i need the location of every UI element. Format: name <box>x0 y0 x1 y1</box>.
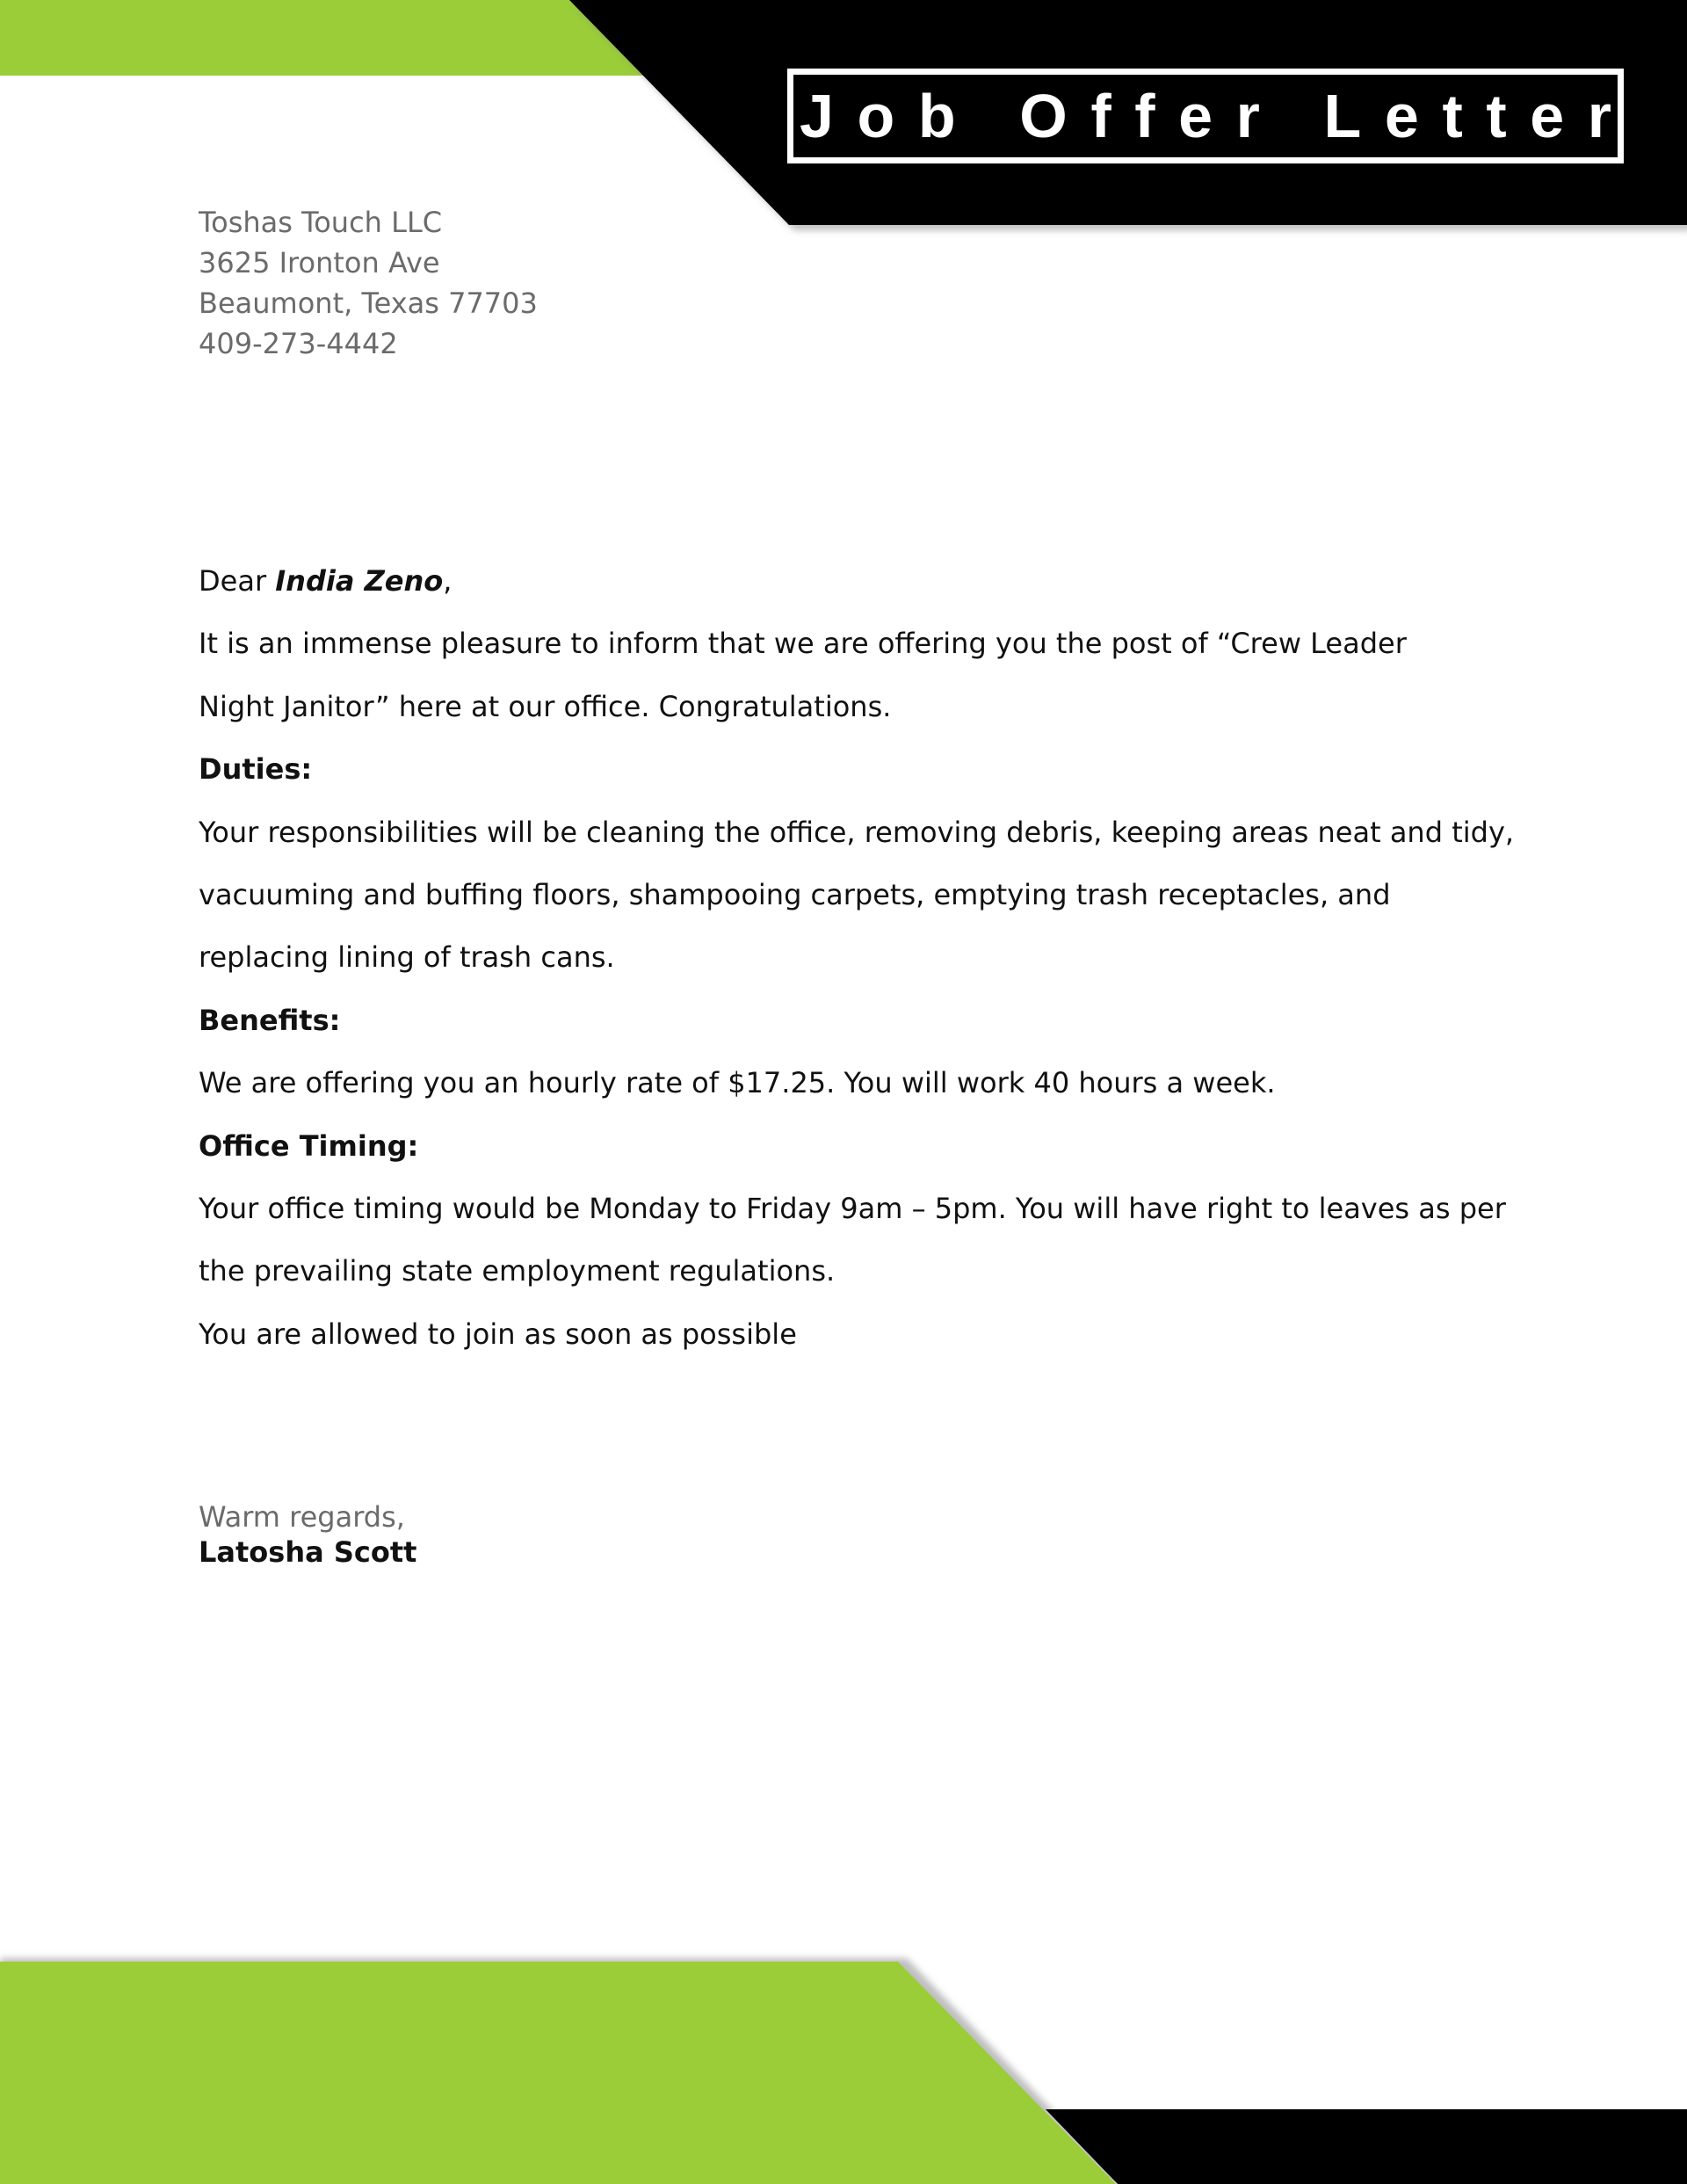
bottom-black-shape <box>1046 2109 1687 2184</box>
office-timing-line-2: the prevailing state employment regulations. <box>199 1254 836 1288</box>
greeting <box>199 550 1481 613</box>
join-line: You are allowed to join as soon as possible <box>199 1317 797 1351</box>
top-green-band <box>0 0 650 76</box>
benefits-heading: Benefits: <box>199 1003 341 1037</box>
intro-line-1: It is an immense pleasure to inform that we are offering you the post of “Crew Leader <box>199 627 1407 661</box>
sender-address-block <box>199 202 538 364</box>
sender-company: Toshas Touch LLC <box>199 206 443 239</box>
signer-name: Latosha Scott <box>199 1535 417 1569</box>
sender-phone: 409-273-4442 <box>199 327 398 360</box>
closing-text: Warm regards, <box>199 1500 405 1534</box>
letter-body <box>199 550 1515 1366</box>
sender-city-state-zip: Beaumont, Texas 77703 <box>199 287 538 320</box>
duties-heading: Duties: <box>199 752 313 787</box>
duties-line-2: vacuuming and buffing floors, shampooing carpets, emptying trash receptacles, and <box>199 878 1391 912</box>
greeting-prefix: Dear <box>199 564 276 598</box>
duties-line-1: Your responsibilities will be cleaning the office, removing debris, keeping areas neat and tidy, <box>199 815 1515 849</box>
signoff-block <box>199 1499 416 1570</box>
benefits-line: We are offering you an hourly rate of $17.25. You will work 40 hours a week. <box>199 1066 1276 1100</box>
page-title: Job Offer Letter <box>799 82 1635 150</box>
greeting-suffix: , <box>443 564 453 598</box>
title-frame <box>787 69 1635 163</box>
bottom-green-shape <box>0 1962 1116 2184</box>
recipient-name: India Zeno <box>275 564 444 598</box>
sender-street: 3625 Ironton Ave <box>199 246 440 279</box>
intro-line-2: Night Janitor” here at our office. Congratulations. <box>199 689 892 723</box>
office-timing-line-1: Your office timing would be Monday to Friday 9am – 5pm. You will have right to leaves as per <box>199 1192 1506 1226</box>
duties-line-3: replacing lining of trash cans. <box>199 940 615 975</box>
office-timing-heading: Office Timing: <box>199 1128 419 1163</box>
